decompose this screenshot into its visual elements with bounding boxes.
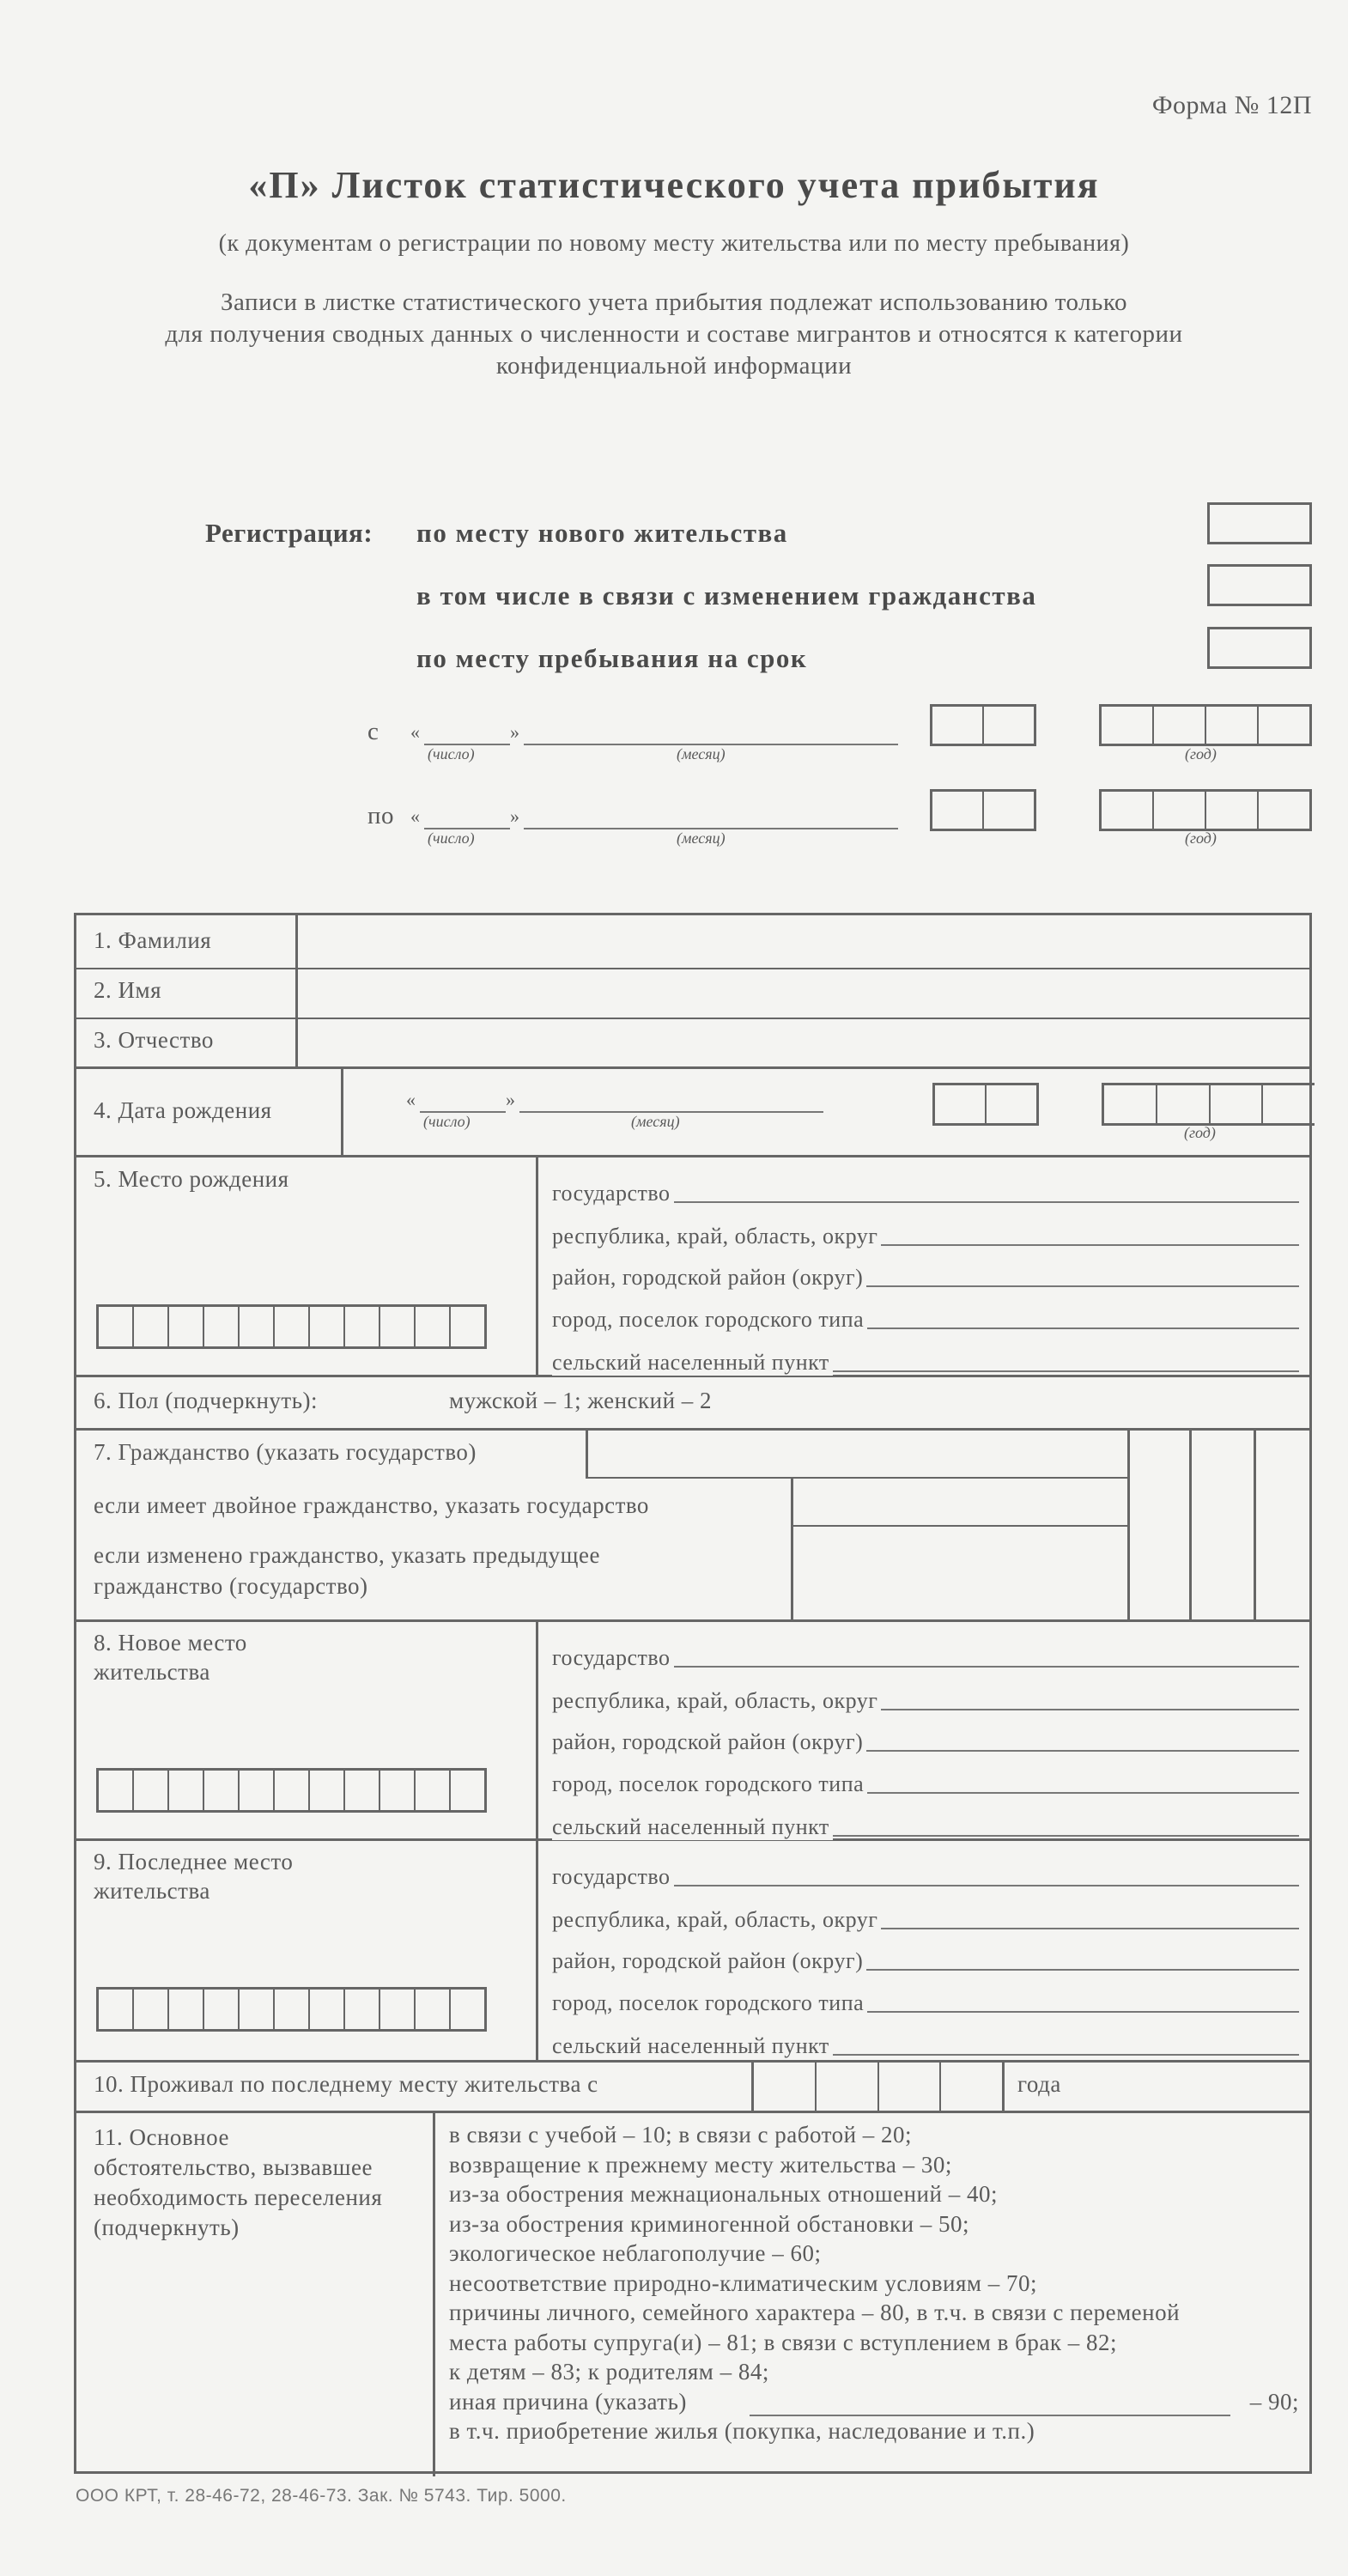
- sex-label: 6. Пол (подчеркнуть):: [94, 1388, 319, 1413]
- code-cell[interactable]: [99, 1990, 132, 2029]
- place-field-label: район, городской район (округ): [552, 1265, 866, 1291]
- place-field-label: город, поселок городского типа: [552, 1307, 867, 1333]
- code-cell[interactable]: [985, 1085, 1036, 1123]
- notice-line-1: Записи в листке статистического учета прибытия подлежат использованию только: [221, 289, 1127, 316]
- from-quote-close: »: [510, 721, 520, 743]
- place-field[interactable]: [552, 1807, 1299, 1842]
- code-cell[interactable]: [1104, 1085, 1156, 1123]
- prev-citizenship-input[interactable]: [794, 1528, 1126, 1618]
- name-input[interactable]: [300, 969, 1309, 1017]
- code-cell[interactable]: [1102, 707, 1152, 744]
- checkbox-temporary[interactable]: [1207, 627, 1312, 669]
- code-cell[interactable]: [815, 2060, 877, 2111]
- code-cell[interactable]: [939, 2060, 1002, 2111]
- from-year-caption: (год): [1185, 745, 1217, 762]
- column-divider: [586, 1428, 588, 1477]
- code-cell[interactable]: [273, 1771, 308, 1810]
- code-cell[interactable]: [449, 1307, 484, 1346]
- code-cell[interactable]: [1257, 792, 1309, 829]
- reason-option[interactable]: причины личного, семейного характера – 80, в т.ч. в связи с переменой: [449, 2300, 1181, 2325]
- code-cell[interactable]: [414, 1307, 449, 1346]
- place-field[interactable]: [552, 2026, 1299, 2061]
- field-divider: [791, 1525, 1127, 1527]
- code-cell[interactable]: [449, 1990, 484, 2029]
- column-divider: [341, 1066, 343, 1155]
- reason-option[interactable]: в т.ч. приобретение жилья (покупка, наследование и т.п.): [449, 2418, 1035, 2444]
- code-cell[interactable]: [932, 792, 982, 829]
- place-field[interactable]: [552, 1258, 1299, 1292]
- row-divider: [76, 1619, 1309, 1622]
- surname-input[interactable]: [300, 915, 1309, 967]
- reason-option[interactable]: места работы супруга(и) – 81; в связи с вступлением в брак – 82;: [449, 2329, 1117, 2355]
- code-cell[interactable]: [167, 1771, 203, 1810]
- place-field-label: государство: [552, 1645, 674, 1671]
- birth-place-code-boxes[interactable]: [96, 1304, 487, 1349]
- to-month-caption: (месяц): [677, 829, 726, 847]
- registration-label: Регистрация:: [205, 518, 373, 548]
- place-field[interactable]: [552, 1681, 1299, 1716]
- birth-quote-close: »: [506, 1089, 516, 1110]
- code-cell[interactable]: [877, 2060, 940, 2111]
- code-column: [1254, 1428, 1256, 1619]
- code-cell[interactable]: [238, 1990, 273, 2029]
- patronymic-label: 3. Отчество: [94, 1027, 214, 1053]
- code-cell[interactable]: [935, 1085, 985, 1123]
- from-month-code-boxes[interactable]: [930, 704, 1036, 746]
- code-cell[interactable]: [982, 707, 1034, 744]
- place-field-label: республика, край, область, округ: [552, 1224, 881, 1249]
- row-divider: [76, 1066, 1309, 1069]
- place-field-label: район, городской район (округ): [552, 1729, 866, 1755]
- dual-citizenship-label: если имеет двойное гражданство, указать государство: [94, 1492, 649, 1518]
- reason-option[interactable]: в связи с учебой – 10; в связи с работой – 20;: [449, 2122, 913, 2148]
- prev-citizenship-label-2: гражданство (государство): [94, 1573, 368, 1599]
- registration-option-citizenship-change: в том числе в связи с изменением гражданства: [416, 580, 1037, 611]
- checkbox-new-residence[interactable]: [1207, 502, 1312, 544]
- from-label: с: [367, 718, 380, 745]
- place-field-label: город, поселок городского типа: [552, 1990, 867, 2016]
- notice-line-2: для получения сводных данных о численности и составе мигрантов и относятся к категории: [165, 320, 1183, 348]
- reason-label-3: необходимость переселения: [94, 2184, 383, 2210]
- notice-line-3: конфиденциальной информации: [495, 352, 853, 380]
- place-field-label: государство: [552, 1864, 674, 1890]
- code-cell[interactable]: [449, 1771, 484, 1810]
- code-cell[interactable]: [932, 707, 982, 744]
- reason-option[interactable]: иная причина (указать): [449, 2388, 687, 2415]
- citizenship-label: 7. Гражданство (указать государство): [94, 1439, 477, 1465]
- code-cell[interactable]: [132, 1990, 167, 2029]
- place-field-label: район, городской район (округ): [552, 1948, 866, 1974]
- birth-month-caption: (месяц): [631, 1113, 680, 1130]
- reason-label-1: 11. Основное: [94, 2124, 229, 2150]
- sex-options[interactable]: мужской – 1; женский – 2: [449, 1388, 713, 1413]
- code-cell[interactable]: [379, 1990, 414, 2029]
- last-residence-label-2: жительства: [94, 1878, 210, 1904]
- code-cell[interactable]: [379, 1771, 414, 1810]
- from-year-boxes[interactable]: [1099, 704, 1312, 746]
- place-field[interactable]: [552, 1343, 1299, 1377]
- column-divider: [295, 915, 298, 1066]
- reason-option[interactable]: возвращение к прежнему месту жительства – 30;: [449, 2151, 952, 2178]
- reason-label-4: (подчеркнуть): [94, 2215, 240, 2240]
- place-field[interactable]: [552, 1722, 1299, 1757]
- to-year-boxes[interactable]: [1099, 789, 1312, 831]
- place-field[interactable]: [552, 1217, 1299, 1251]
- year-word: года: [1017, 2071, 1061, 2097]
- code-cell[interactable]: [754, 2060, 815, 2111]
- code-column: [1189, 1428, 1192, 1619]
- prev-citizenship-label-1: если изменено гражданство, указать предыдущее: [94, 1542, 600, 1568]
- code-cell[interactable]: [1156, 1085, 1209, 1123]
- form-table: [74, 913, 1312, 2474]
- code-cell[interactable]: [414, 1771, 449, 1810]
- birth-date-label: 4. Дата рождения: [94, 1097, 272, 1123]
- place-field[interactable]: [552, 1941, 1299, 1976]
- name-label: 2. Имя: [94, 977, 162, 1003]
- place-field[interactable]: [552, 1638, 1299, 1673]
- other-reason-input[interactable]: [750, 2415, 1230, 2416]
- new-residence-code-boxes[interactable]: [96, 1768, 487, 1813]
- column-divider: [536, 1619, 538, 1838]
- code-cell[interactable]: [343, 1771, 379, 1810]
- column-divider: [536, 1155, 538, 1375]
- lived-since-year-boxes[interactable]: [751, 2060, 1005, 2111]
- patronymic-input[interactable]: [300, 1018, 1309, 1066]
- place-field-label: сельский населенный пункт: [552, 1350, 833, 1376]
- dual-citizenship-input[interactable]: [794, 1479, 1126, 1523]
- column-divider: [536, 1838, 538, 2060]
- code-cell[interactable]: [1261, 1085, 1315, 1123]
- code-cell[interactable]: [132, 1307, 167, 1346]
- code-cell[interactable]: [308, 1990, 343, 2029]
- code-cell[interactable]: [1152, 792, 1205, 829]
- place-field[interactable]: [552, 1984, 1299, 2018]
- code-cell[interactable]: [99, 1771, 132, 1810]
- to-year-caption: (год): [1185, 829, 1217, 847]
- code-cell[interactable]: [1257, 707, 1309, 744]
- reason-option[interactable]: из-за обострения криминогенной обстановки – 50;: [449, 2210, 970, 2237]
- code-cell[interactable]: [343, 1307, 379, 1346]
- code-cell[interactable]: [273, 1990, 308, 2029]
- code-cell[interactable]: [1102, 792, 1152, 829]
- last-residence-code-boxes[interactable]: [96, 1987, 487, 2032]
- to-day-caption: (число): [428, 829, 475, 847]
- footer-imprint: ООО КРТ, т. 28-46-72, 28-46-73. Зак. № 5743. Тир. 5000.: [76, 2486, 567, 2506]
- field-divider: [586, 1477, 1127, 1479]
- code-cell[interactable]: [273, 1307, 308, 1346]
- birth-day-caption: (число): [423, 1113, 471, 1130]
- code-cell[interactable]: [203, 1771, 238, 1810]
- registration-option-new-residence: по месту нового жительства: [416, 518, 788, 548]
- column-divider: [433, 2111, 435, 2476]
- code-cell[interactable]: [203, 1990, 238, 2029]
- place-field-label: республика, край, область, округ: [552, 1688, 881, 1714]
- code-cell[interactable]: [238, 1307, 273, 1346]
- place-field-label: республика, край, область, округ: [552, 1907, 881, 1933]
- place-field-label: город, поселок городского типа: [552, 1771, 867, 1797]
- reason-option[interactable]: из-за обострения межнациональных отношений – 40;: [449, 2181, 998, 2207]
- birth-month-code-boxes[interactable]: [932, 1083, 1039, 1126]
- place-field[interactable]: [552, 1174, 1299, 1208]
- code-cell[interactable]: [308, 1771, 343, 1810]
- checkbox-citizenship-change[interactable]: [1207, 564, 1312, 606]
- other-reason-code: – 90;: [1249, 2388, 1299, 2415]
- page-title: «П» Листок статистического учета прибытия: [248, 164, 1100, 206]
- code-cell[interactable]: [203, 1307, 238, 1346]
- form-number: Форма № 12П: [1151, 91, 1312, 119]
- registration-option-temporary: по месту пребывания на срок: [416, 643, 808, 673]
- code-cell[interactable]: [1209, 1085, 1262, 1123]
- row-divider: [76, 1155, 1309, 1157]
- reason-option[interactable]: к детям – 83; к родителям – 84;: [449, 2359, 769, 2385]
- code-cell[interactable]: [99, 1307, 132, 1346]
- place-field[interactable]: [552, 1300, 1299, 1334]
- column-divider: [791, 1477, 793, 1619]
- page-subtitle: (к документам о регистрации по новому месту жительства или по месту пребывания): [218, 230, 1130, 257]
- place-field-label: сельский населенный пункт: [552, 1814, 833, 1840]
- code-cell[interactable]: [167, 1990, 203, 2029]
- code-cell[interactable]: [343, 1990, 379, 2029]
- place-field[interactable]: [552, 1900, 1299, 1935]
- to-quote-close: »: [510, 805, 520, 827]
- new-residence-label-1: 8. Новое место: [94, 1630, 247, 1656]
- code-cell[interactable]: [238, 1771, 273, 1810]
- to-quote-open: «: [410, 805, 421, 827]
- code-cell[interactable]: [1152, 707, 1205, 744]
- code-cell[interactable]: [167, 1307, 203, 1346]
- surname-label: 1. Фамилия: [94, 927, 212, 953]
- reason-option[interactable]: несоответствие природно-климатическим условиям – 70;: [449, 2269, 1038, 2296]
- lived-since-label: 10. Проживал по последнему месту жительства с: [94, 2071, 598, 2097]
- to-month-code-boxes[interactable]: [930, 789, 1036, 831]
- code-cell[interactable]: [308, 1307, 343, 1346]
- code-cell[interactable]: [132, 1771, 167, 1810]
- from-month-caption: (месяц): [677, 745, 726, 762]
- reason-option[interactable]: экологическое неблагополучие – 60;: [449, 2240, 822, 2266]
- citizenship-input[interactable]: [589, 1431, 1126, 1475]
- place-field-label: государство: [552, 1181, 674, 1206]
- last-residence-label-1: 9. Последнее место: [94, 1849, 294, 1874]
- place-field-label: сельский населенный пункт: [552, 2033, 833, 2059]
- row-divider: [76, 2111, 1309, 2113]
- code-cell[interactable]: [1205, 792, 1257, 829]
- to-label: по: [367, 802, 395, 829]
- code-column: [1127, 1428, 1130, 1619]
- birth-year-boxes[interactable]: [1102, 1083, 1315, 1126]
- code-cell[interactable]: [414, 1990, 449, 2029]
- from-day-caption: (число): [428, 745, 475, 762]
- reason-label-2: обстоятельство, вызвавшее: [94, 2154, 373, 2180]
- birth-quote-open: «: [406, 1089, 416, 1110]
- code-cell[interactable]: [379, 1307, 414, 1346]
- place-field[interactable]: [552, 1857, 1299, 1892]
- birth-year-caption: (год): [1184, 1124, 1216, 1141]
- birth-place-label: 5. Место рождения: [94, 1166, 289, 1192]
- from-quote-open: «: [410, 721, 421, 743]
- code-cell[interactable]: [1205, 707, 1257, 744]
- code-cell[interactable]: [982, 792, 1034, 829]
- new-residence-label-2: жительства: [94, 1659, 210, 1685]
- place-field[interactable]: [552, 1765, 1299, 1799]
